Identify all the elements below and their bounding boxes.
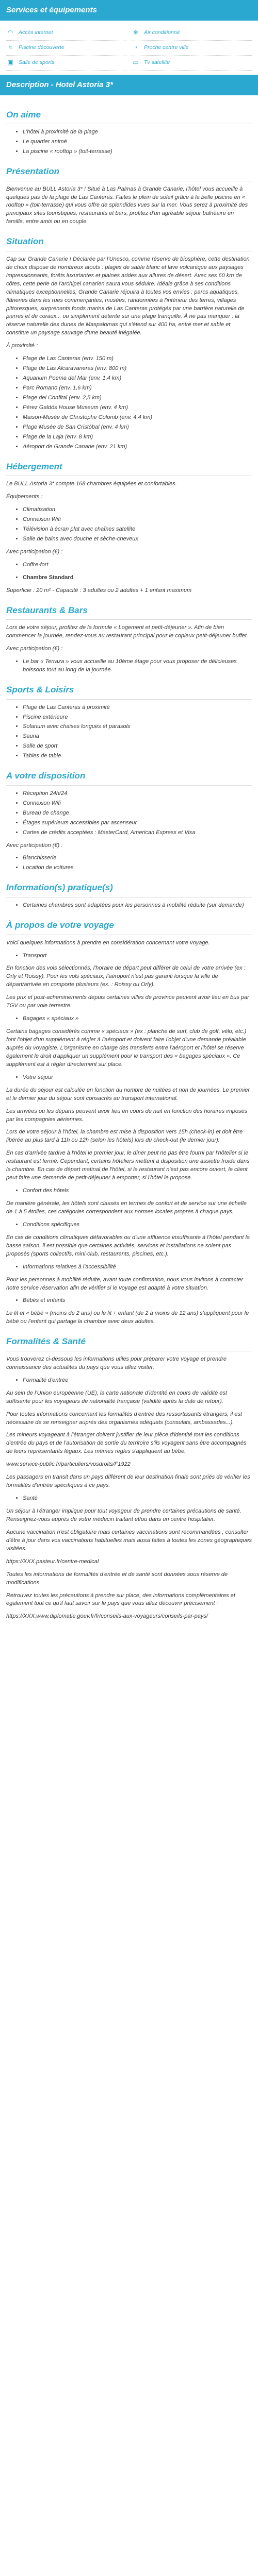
list-item: • Formalité d'entrée <box>23 1377 252 1385</box>
list-item: • Confort des hôtels <box>23 1187 252 1195</box>
voyage-paragraph: La durée du séjour est calculée en fonction du nombre de nuitées et non de journées. Le premier et le dernier jour du séjour sont consacrés au transport international. <box>6 1087 250 1101</box>
list-item: • Salle de sport <box>23 742 252 751</box>
voyage-paragraph: Lors de votre séjour à l'hôtel, la chambre est mise à disposition vers 15h (check-in) et doit être libérée au plus tard à 11h ou 12h (selon les hôtels) lors du check-out (le dernier jour). <box>6 1129 243 1144</box>
description-banner: Description - Hotel Astoria 3* <box>0 75 258 95</box>
service-public-link[interactable]: www.service-public.fr/particuliers/vosdroits/F1922 <box>6 1461 131 1468</box>
conditions-heading <box>6 1221 252 1229</box>
list-item: • Maison-Musée de Christophe Colomb (env. 4,4 km) <box>23 414 252 422</box>
list-item: • Solarium avec chaises longues et parasols <box>23 723 252 731</box>
section-title-disposition: A votre disposition <box>6 770 252 786</box>
voyage-intro: Voici quelques informations à prendre en considération concernant votre voyage. <box>6 939 210 946</box>
voyage-paragraph: En fonction des vols sélectionnés, l'horaire de départ peut différer de celui de votre arrivée (ex : Orly et Roissy). Pour les vols spéciaux, l'aéroport n'est pas garanti lorsque la ville de départ/arrivée en comporte plusieurs (ex. : Roissy ou Orly). <box>6 965 246 988</box>
disposition-list <box>6 790 252 837</box>
list-item: • Cartes de crédits acceptées : MasterCard, American Express et Visa <box>23 829 252 837</box>
services-banner: Services et équipements <box>0 0 258 21</box>
list-item: • Plage de Las Canteras (env. 150 m) <box>23 355 252 363</box>
section-title-sports: Sports & Loisirs <box>6 684 252 700</box>
amenity-pool <box>6 41 126 56</box>
amenity-gym <box>6 56 126 71</box>
formalites-paragraph: Au sein de l'Union européenne (UE), la carte nationale d'identité en cours de validité est suffisante pour les voyageurs de nationalité française (validité après la date de retour). <box>6 1389 227 1404</box>
bebes-heading <box>6 1297 252 1305</box>
list-item: • Tables de table <box>23 752 252 760</box>
amenity-label: Tv satellite <box>144 59 170 66</box>
extra-cost-label: Avec participation (€) : <box>6 646 63 652</box>
amenity-label: Salle de sports <box>19 59 55 66</box>
section-title-restaurants: Restaurants & Bars <box>6 604 252 620</box>
sante-heading <box>6 1495 252 1503</box>
formalites-intro: Vous trouverez ci-dessous les informations utiles pour préparer votre voyage et prendre connaissance des actualités du pays que vous allez visiter. <box>6 1355 227 1370</box>
on-aime-list <box>6 128 252 156</box>
section-title-formalites: Formalités & Santé <box>6 1335 252 1351</box>
section-title-infos: Information(s) pratique(s) <box>6 882 252 897</box>
list-item: • Connexion Wifi <box>23 516 252 524</box>
formalites-paragraph: Un séjour à l'étranger implique pour tout voyageur de prendre certaines précautions de santé. Renseignez-vous auprès de votre médecin traitant et/ou dans un centre hospitalier. <box>6 1508 241 1522</box>
list-item: • L'hôtel à proximité de la plage <box>23 128 252 137</box>
list-item: • Piscine extérieure <box>23 714 252 722</box>
formalites-paragraph: Aucune vaccination n'est obligatoire mais certaines vaccinations sont recommandées ; consulter d'être à jour dans vos vaccinations habituelles mais aussi faites à toutes les zones géographiques visitées. <box>6 1529 252 1552</box>
list-item: • Climatisation <box>23 506 252 514</box>
amenity-label: Air conditionné <box>144 29 180 36</box>
list-item: • Salle de bains avec douche et sèche-cheveux <box>23 535 252 544</box>
list-item: • Aquarium Poema del Mar (env. 1,4 km) <box>23 375 252 383</box>
amenity-tv <box>132 56 252 71</box>
list-item: • Bureau de change <box>23 809 252 818</box>
formalites-paragraph: Les passagers en transit dans un pays différent de leur destination finale sont priés de vérifier les formalités d'entrée spécifiques à ce pays. <box>6 1474 250 1489</box>
list-item: • Connexion Wifi <box>23 800 252 808</box>
list-item: • Aéroport de Grande Canarie (env. 21 km) <box>23 443 252 451</box>
wifi-icon: ◠ <box>7 29 13 37</box>
amenity-internet <box>6 26 126 41</box>
list-item: • Pérez Galdós House Museum (env. 4 km) <box>23 404 252 412</box>
list-item: • Plage del Confital (env. 2,5 km) <box>23 394 252 402</box>
presentation-text: Bienvenue au BULL Astoria 3* ! Situé à Las Palmas à Grande Canarie, l'hôtel vous accueille à quelques pas de la plage de Las Canteras. Faites le plein de soleil grâce à la belle piscine en « rooftop » (toit-terrasse) qui vous offre de splendides vues sur la mer. Vous serez à proximité des principaux sites touristiques, restaurants et bars, profitez d'un agréable séjour balnéaire en famille, entre amis ou en couple. <box>6 185 248 225</box>
extra-cost-label: Avec participation (€) : <box>6 548 63 555</box>
equipment-label: Équipements : <box>6 494 43 500</box>
room-types-list <box>6 574 252 582</box>
voyage-paragraph: Les prix et post-acheminements depuis certaines villes de province peuvent avoir lieu en bus par TGV ou par voie terrestre. <box>6 994 249 1009</box>
amenity-city-center <box>132 41 252 56</box>
transport-heading <box>6 952 252 960</box>
amenities-grid <box>0 21 258 75</box>
formalites-paragraph: Les mineurs voyageant à l'étranger doivent justifier de leur pièce d'identité tout les conditions d'entrée du pays et de l'autorisation de sortie du territoire s'ils voyagent sans être accompagnés de leurs représentants légaux. Les mêmes règles s'appliquent au bébé. <box>6 1432 247 1455</box>
pool-icon: ≈ <box>8 44 12 52</box>
section-title-voyage: À propos de votre voyage <box>6 919 252 935</box>
amenity-air-conditioning <box>132 26 252 41</box>
sports-list <box>6 704 252 761</box>
voyage-paragraph: Certains bagages considérés comme « spéciaux » (ex : planche de surf, club de golf, vélo, etc.) font l'objet d'un supplément à régler à l'aéroport et doivent faire l'objet d'une demande préalable auprès du voyagiste. L'organisme en charge des transferts entre l'aéroport et l'hôtel se réserve également le droit d'appliquer un supplément pour le transport des « bagages spéciaux ». Ce supplément est à régler directement sur place. <box>6 1028 247 1067</box>
pasteur-link[interactable]: https://XXX.pasteur.fr/centre-medical <box>6 1558 99 1565</box>
mobility-heading <box>6 1263 252 1272</box>
bar-list <box>6 658 252 674</box>
sejour-heading <box>6 1074 252 1082</box>
list-item: • Parc Romano (env. 1,6 km) <box>23 384 252 393</box>
section-title-on-aime: On aime <box>6 109 252 125</box>
bathroom-icon: ▣ <box>7 59 13 66</box>
list-item: • Plage de Las Canteras à proximité <box>23 704 252 712</box>
list-item: • Plage Musée de San Cristóbal (env. 4 km) <box>23 423 252 432</box>
list-item: • Location de voitures <box>23 864 252 872</box>
voyage-paragraph: Les arrivées ou les départs peuvent avoir lieu en cours de nuit en fonction des horaires imposés par les compagnies aériennes. <box>6 1108 248 1123</box>
formalites-paragraph: Retrouvez toutes les précautions à prendre sur place, des informations complémentaires et également tout ce qu'il faut savoir sur le pays que vous allez découvrir précisément : <box>6 1592 235 1607</box>
voyage-paragraph: De manière générale, les hôtels sont classés en termes de confort et de service sur une échelle de 1 à 5 étoiles, ces catégories correspondent aux normes locales propres à chaque pays. <box>6 1200 247 1215</box>
section-title-presentation: Présentation <box>6 165 252 181</box>
list-item: • La piscine « rooftop » (toit-terrasse) <box>23 148 252 156</box>
list-item: • Réception 24h/24 <box>23 790 252 798</box>
confort-heading <box>6 1187 252 1195</box>
description-content <box>0 95 258 1636</box>
list-item: • Étages supérieurs accessibles par ascenseur <box>23 819 252 827</box>
list-item: • Télévision à écran plat avec chaînes satellite <box>23 526 252 534</box>
list-item: • Informations relatives à l'accessibilité <box>23 1263 252 1272</box>
list-item: • Transport <box>23 952 252 960</box>
voyage-paragraph: En cas de conditions climatiques défavorables ou d'une affluence insuffisante à l'hôtel pendant la basse saison, il est possible que certaines activités, services et installations ne soient pas proposés (sports collectifs, mini-club, restaurants, piscines, etc.). <box>6 1234 250 1257</box>
restaurants-text: Lors de votre séjour, profitez de la formule « Logement et petit-déjeuner ». Afin de bien commencer la journée, rendez-vous au restaurant principal pour le copieux petit-déjeuner buffet. <box>6 624 248 639</box>
list-item: • Votre séjour <box>23 1074 252 1082</box>
list-item: • Bagages « spéciaux » <box>23 1015 252 1023</box>
voyage-paragraph: Le lit et « bébé » (moins de 2 ans) ou le lit + enfant (de 2 à moins de 12 ans) s'appliquent pour le bébé ou l'enfant qui partage la chambre avec deux adultes. <box>6 1310 249 1325</box>
air-conditioning-icon: ❄ <box>133 29 139 37</box>
equipment-list <box>6 506 252 544</box>
hebergement-text: Le BULL Astoria 3* compte 168 chambres équipées et confortables. <box>6 481 177 487</box>
proximity-label: À proximité : <box>6 343 38 349</box>
beach-icon: ◔ <box>134 44 138 52</box>
formalite-heading <box>6 1377 252 1385</box>
list-item: • Sauna <box>23 733 252 741</box>
voyage-paragraph: Pour les personnes à mobilité réduite, avant toute confirmation, nous vous invitons à contacter notre service réservation afin de vérifier si le voyage est adapté à votre situation. <box>6 1276 244 1291</box>
diplomatie-link[interactable]: https://XXX.www.diplomatie.gouv.fr/fr/conseils-aux-voyageurs/conseils-par-pays/ <box>6 1613 208 1620</box>
list-item: • Certaines chambres sont adaptées pour les personnes à mobilité réduite (sur demande) <box>23 902 252 910</box>
list-item: • Bébés et enfants <box>23 1297 252 1305</box>
disposition-extra-list <box>6 854 252 872</box>
proximity-list <box>6 355 252 451</box>
infos-list <box>6 902 252 910</box>
list-item: • Plage de Las Alcaravaneras (env. 800 m) <box>23 365 252 373</box>
list-item: • Conditions spécifiques <box>23 1221 252 1229</box>
situation-text: Cap sur Grande Canarie ! Déclarée par l'Unesco, comme réserve de biosphère, cette destination de choix dispose de nombreux atouts : plages de sable blanc et lave volcanique aux paysages impressionnants, forêts luxuriantes et plaines arides aux allures de désert. Avec ses 60 km de côtes, cette perle de l'archipel canarien saura vous séduire. Idéale grâce à ses conditions climatiques exceptionnelles, Grande Canarie réjouira à toutes vos envies : parcs aquatiques, flâneries dans les rues commerçantes, musées, randonnées à l'intérieur des terres, villages pittoresques, surprenants fonds marins de Las Canteras protégés par une barrière naturelle de pierres et de coraux... ou simplement détente sur une plage tranquille. À ne pas manquer : la réserve naturelle des dunes de Maspalomas qui s'étend sur 400 ha, entre mer et sable et constitue un paysage sauvage d'une beauté inégalée. <box>6 256 250 336</box>
list-item: • Coffre-fort <box>23 561 252 569</box>
list-item: • Le bar « Terraza » vous accueille au 10ème étage pour vous proposer de délicieuses boissons tout au long de la journée. <box>23 658 252 674</box>
formalites-paragraph: Pour toutes informations concernant les formalités d'entrée des ressortissants étrangers, il est nécessaire de se renseigner auprès des organismes adéquats (consulats, ambassades...). <box>6 1411 242 1426</box>
section-title-situation: Situation <box>6 235 252 251</box>
list-item: • Plage de la Laja (env. 8 km) <box>23 433 252 442</box>
list-item: • Blanchisserie <box>23 854 252 862</box>
tv-icon: ▭ <box>133 59 139 66</box>
list-item: • Santé <box>23 1495 252 1503</box>
extra-cost-label: Avec participation (€) : <box>6 842 63 849</box>
amenity-label: Proche centre ville <box>144 44 189 51</box>
room-type: • Chambre Standard <box>23 574 252 582</box>
bagages-heading <box>6 1015 252 1023</box>
extra-cost-list <box>6 561 252 569</box>
voyage-paragraph: En cas d'arrivée tardive à l'hôtel le premier jour, le dîner peut ne pas être fourni par l'hôtelier si le restaurant est fermé. Cependant, certains hôteliers mettent à disposition une assiette froide dans la chambre. En cas de départ matinal de l'hôtel, si le restaurant n'est pas encore ouvert, le client peut faire une demande de petit-déjeuner à emporter, si l'hôtel le propose. <box>6 1150 250 1181</box>
amenity-label: Accès internet <box>19 29 53 36</box>
room-surface: Superficie : 20 m² - Capacité : 3 adultes ou 2 adultes + 1 enfant maximum <box>6 587 192 594</box>
list-item: • Le quartier animé <box>23 138 252 146</box>
amenity-label: Piscine découverte <box>19 44 64 51</box>
formalites-paragraph: Toutes les informations de formalités d'entrée et de santé sont données sous réserve de modifications. <box>6 1571 228 1586</box>
section-title-hebergement: Hébergement <box>6 461 252 477</box>
